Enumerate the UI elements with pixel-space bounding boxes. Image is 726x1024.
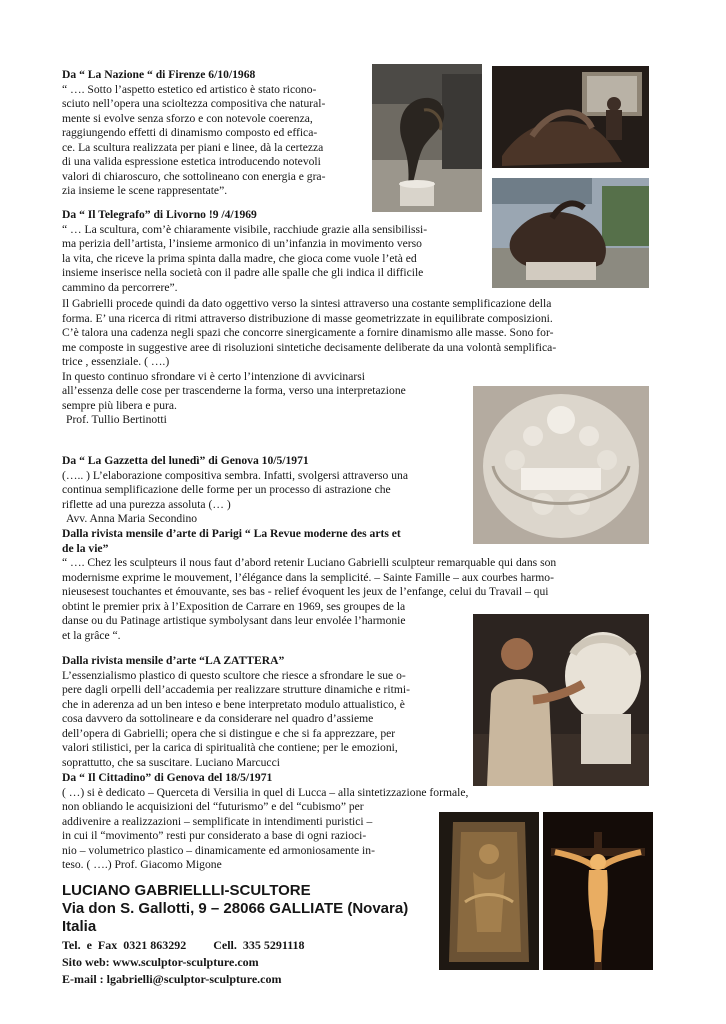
email-link[interactable]: E-mail : lgabrielli@sculptor-sculpture.com	[62, 972, 282, 986]
text-line: ( …) si è dedicato – Querceta di Versilia in quel di Lucca – alla sintetizzazione formale,	[62, 785, 469, 799]
section-telegrafo-wide	[62, 297, 662, 428]
text-line: valori stilistici, per la carica di spiritualità che contiene; per le emozioni,	[62, 741, 398, 754]
text-line: “ …. Sotto l’aspetto estetico ed artistico è stato ricono-	[62, 82, 317, 96]
signature: Avv. Anna Maria Secondino	[66, 512, 198, 525]
text-line: all’essenza delle cose per trascenderne la forma, verso una interpretazione	[62, 384, 406, 397]
text-line: cosa davvero da sottolineare e da considerare nel quadro d’assieme	[62, 712, 374, 725]
contact-block	[62, 882, 442, 987]
text-line: riflette ad una purezza assoluta (… )	[62, 497, 231, 511]
text-line: forma. E’ una ricerca di ritmi attraverso distribuzione di masse geometrizzate in equilibrate composizioni.	[62, 311, 553, 325]
crucifix-photo	[543, 812, 653, 970]
outdoor-sculpture-photo	[492, 178, 649, 288]
section-telegrafo	[62, 208, 492, 295]
text-line: addivenire a realizzazioni – semplificate in intendimenti puristici –	[62, 814, 373, 828]
text-line: raggiungendo effetti di dinamismo composto ed effica-	[62, 126, 318, 139]
text-line: “ …. Chez les sculpteurs il nous faut d’abord retenir Luciano Gabrielli sculpteur remarquable qui dans son	[62, 556, 557, 569]
text-line: teso. ( ….) Prof. Giacomo Migone	[62, 858, 222, 871]
text-line: la vita, che riceve la prima spinta dalla madre, che gioca come vuole l’età ed	[62, 251, 417, 265]
signature: Prof. Tullio Bertinotti	[66, 413, 167, 426]
text-line: nieusesest touchantes et émouvante, ses bas - relief évoquent les jeux de l’enfange, celui du Travail – qui	[62, 585, 549, 598]
text-line: cammino da percorrere”.	[62, 280, 178, 294]
text-line: non obliando le acquisizioni del “futurismo” e del “cubismo” per	[62, 800, 364, 813]
text-line: me composte in suggestive aree di risoluzioni sintetiche decisamente deliberate da una volontà semplifica-	[62, 340, 557, 354]
gazzetta-heading: Da “ La Gazzetta del lunedì” di Genova 10/5/1971	[62, 454, 309, 467]
text-line: L’essenzialismo plastico di questo scultore che riesce a sfrondare le sue o-	[62, 668, 406, 682]
address: Via don S. Gallotti, 9 – 28066 GALLIATE (Novara)	[62, 900, 409, 917]
bronze-sculpture-photo	[372, 64, 482, 212]
text-line: sciuto nell’opera una scioltezza compositiva che natural-	[62, 97, 326, 110]
text-line: (….. ) L’elaborazione compositiva sembra. Infatti, svolgersi attraverso una	[62, 468, 408, 482]
cittadino-heading: Da “ Il Cittadino” di Genova del 18/5/1971	[62, 771, 273, 784]
text-line: soprattutto, che sa suscitare. Luciano Marcucci	[62, 755, 280, 769]
revue-heading: Dalla rivista mensile d’arte di Parigi “ La Revue moderne des arts et	[62, 527, 401, 540]
text-line: dell’opera di Gabrielli; opera che si distingue e che si fa apprezzare, per	[62, 726, 396, 740]
text-line: pere dagli orpelli dell’accademia per realizzare strutture dinamiche e ritmi-	[62, 683, 410, 696]
text-line: C’è talora una cadenza negli spazi che concorre sinergicamente a fornire dinamismo alle masse. Sono for-	[62, 326, 554, 339]
text-line: valori di chiaroscuro, che sottolineano con energia e gra-	[62, 169, 326, 183]
text-line: trice , essenziale. ( ….)	[62, 355, 170, 368]
section-revue	[62, 527, 662, 643]
text-line: zia insieme le scene rappresentate”.	[62, 184, 228, 197]
text-line: In questo continuo sfrondare vi è certo l’intenzione di avvicinarsi	[62, 369, 365, 383]
section-zattera	[62, 654, 472, 770]
zattera-heading: Dalla rivista mensile d’arte “LA ZATTERA”	[62, 654, 285, 667]
text-line: che in aderenza ad un ben inteso e bene interpretato modulo attualistico, è	[62, 697, 405, 711]
text-line: nio – volumetrico plastico – dinamicamente ed armoniosamente in-	[62, 843, 375, 857]
text-line: modernisme exprime le mouvement, l’élégance dans la semplicité. – Sainte Famille – aux courbes harmo-	[62, 570, 554, 584]
phone: Tel. e Fax 0321 863292 Cell. 335 5291118	[62, 938, 305, 952]
nazione-heading: Da “ La Nazione “ di Firenze 6/10/1968	[62, 68, 256, 81]
text-line: “ … La scultura, com’è chiaramente visibile, racchiude grazie alla sensibilissi-	[62, 222, 428, 236]
sculptor-name: LUCIANO GABRIELLLI-SCULTORE	[62, 882, 311, 899]
text-line: continua semplificazione delle forme per un processo di astrazione che	[62, 483, 391, 496]
text-line: in cui il “movimento” resti pur considerato a base di ogni razioci-	[62, 829, 367, 842]
revue-heading: de la vie”	[62, 541, 109, 555]
workshop-photo	[492, 66, 649, 168]
text-line: obtint le premier prix à l’Exposition de Carrare en 1969, ses groupes de la	[62, 599, 406, 613]
section-gazzetta	[62, 454, 472, 527]
text-line: sempre più libera e pura.	[62, 398, 177, 412]
country: Italia	[62, 918, 97, 935]
text-line: ma perizia dell’artista, l’insieme armonico di un’infanzia in movimento verso	[62, 237, 422, 250]
text-line: Il Gabrielli procede quindi da dato oggettivo verso la sintesi attraverso una costante semplificazione della	[62, 297, 552, 310]
text-line: mente si evolve senza sforzo e con notevole coerenza,	[62, 111, 313, 125]
text-line: insieme inserisce nella società con il padre alle spalle che gli indica il difficile	[62, 266, 424, 279]
text-line: et la grâce “.	[62, 628, 121, 642]
section-nazione	[62, 68, 372, 199]
section-cittadino	[62, 771, 542, 873]
website-link[interactable]: Sito web: www.sculptor-sculpture.com	[62, 955, 259, 969]
text-line: ce. La scultura realizzata per piani e linee, dà la certezza	[62, 140, 324, 154]
text-line: di una valida espressione estetica introducendo notevoli	[62, 155, 321, 168]
telegrafo-heading: Da “ Il Telegrafo” di Livorno !9 /4/1969	[62, 208, 257, 221]
text-line: danse ou du Patinage artistique symbolysant dans leur envolée l’harmonie	[62, 614, 406, 627]
